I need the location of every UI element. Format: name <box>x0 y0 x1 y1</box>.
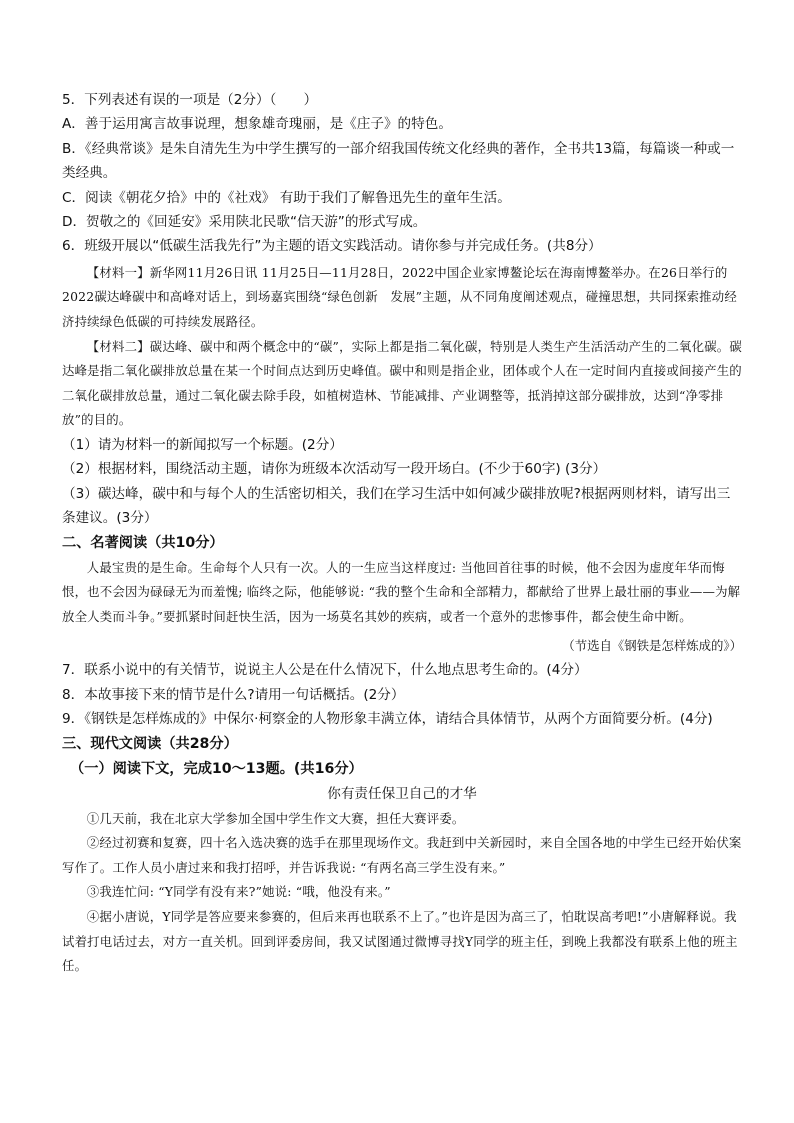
question-6-sub-3: （3）碳达峰，碳中和与每个人的生活密切相关，我们在学习生活中如何减少碳排放呢?根据两则材料，请写出三条建议。(3分） <box>62 485 731 527</box>
question-6-stem: 6．班级开展以“低碳生活我先行”为主题的语文实践活动。请你参与并完成任务。(共8分） <box>62 238 602 255</box>
article-paragraph-2: ②经过初赛和复赛，四十名入选决赛的选手在那里现场作文。我赶到中关新园时，来自全国各地的中学生已经开始伏案写作了。工作人员小唐过来和我打招呼，并告诉我说: “有两名高三学生没有来。” <box>62 835 742 875</box>
question-6 <box>62 234 742 530</box>
article-paragraph-4: ④据小唐说，Y同学是答应要来参赛的，但后来再也联系不上了。”也许是因为高三了，怕耽误高考吧!”小唐解释说。我试着打电话过去，对方一直关机。回到评委房间，我又试图通过微博寻找Y同学的班主任，到晚上我都没有联系上他的班主任。 <box>62 909 738 974</box>
article-paragraph-3: ③我连忙问: “Y同学有没有来?”她说: “哦，他没有来。” <box>86 884 391 900</box>
question-5-option-a: A．善于运用寓言故事说理，想象雄奇瑰丽，是《庄子》的特色。 <box>62 116 452 133</box>
question-9: 9．《钢铁是怎样炼成的》中保尔·柯察金的人物形象丰满立体，请结合具体情节，从两个方面简要分析。(4分) <box>62 711 713 728</box>
question-5-stem: 5．下列表述有误的一项是（2分）（ ） <box>62 92 318 108</box>
question-5-option-c: C．阅读《朝花夕拾》中的《社戏》 有助于我们了解鲁迅先生的童年生活。 <box>62 189 511 206</box>
section-classics-reading <box>62 531 742 732</box>
article-paragraph-1: ①几天前，我在北京大学参加全国中学生作文大赛，担任大赛评委。 <box>86 810 465 826</box>
question-7: 7．联系小说中的有关情节，说说主人公是在什么情况下，什么地点思考生命的。(4分） <box>62 662 588 679</box>
question-8: 8．本故事接下来的情节是什么?请用一句话概括。(2分） <box>62 686 405 703</box>
section-3-heading: 三、现代文阅读（共28分） <box>62 735 238 752</box>
question-5 <box>62 88 742 234</box>
question-6-sub-2: （2）根据材料，围绕活动主题，请你为班级本次活动写一段开场白。(不少于60字) (3分） <box>62 461 607 478</box>
material-two: 【材料二】碳达峰、碳中和两个概念中的“碳”，实际上都是指二氧化碳，特别是人类生产生活活动产生的二氧化碳。碳达峰是指二氧化碳排放总量在某一个时间点达到历史峰值。碳中和则是指企业，团体或个人在一定时间内直接或间接产生的二氧化碳排放总量，通过二氧化碳去除手段，如植树造林、节能减排、产业调整等，抵消掉这部分碳排放，达到“净零排放”的目的。 <box>62 338 742 428</box>
passage-source: （节选自《钢铁是怎样炼成的》） <box>562 638 742 654</box>
section-modern-reading <box>62 732 742 979</box>
question-5-option-b: B．《经典常谈》是朱自清先生为中学生撰写的一部介绍我国传统文化经典的著作，全书共13篇，每篇谈一种或一类经典。 <box>62 140 735 182</box>
subsection-1-heading: （一）阅读下文，完成10～13题。(共16分） <box>70 760 363 777</box>
material-one: 【材料一】新华网11月26日讯 11月25日—11月28日，2022中国企业家博鳌论坛在海南博鳌举办。在26日举行的2022碳达峰碳中和高峰对话上，到场嘉宾围绕“绿色创新 发展”主题，从不同角度阐述观点，碰撞思想，共同探索推动经济持续绿色低碳的可持续发展路径。 <box>62 264 737 330</box>
section-2-heading: 二、名著阅读（共10分） <box>62 534 224 551</box>
question-5-option-d: D．贺敬之的《回延安》采用陕北民歌“信天游”的形式写成。 <box>62 214 427 231</box>
classics-passage: 人最宝贵的是生命。生命每个人只有一次。人的一生应当这样度过: 当他回首往事的时候，他不会因为虚度年华而悔恨，也不会因为碌碌无为而羞愧; 临终之际，他能够说: “我的整个生命和全部精力，都献给了世界上最壮丽的事业——为解放全人类而斗争。”要抓紧时间赶快生活，因为一场莫名其妙的疾病，或者一个意外的悲惨事件，都会使生命中断。 <box>62 559 741 624</box>
article-title: 你有责任保卫自己的才华 <box>327 785 477 802</box>
question-6-sub-1: （1）请为材料一的新闻拟写一个标题。(2分） <box>62 437 343 453</box>
